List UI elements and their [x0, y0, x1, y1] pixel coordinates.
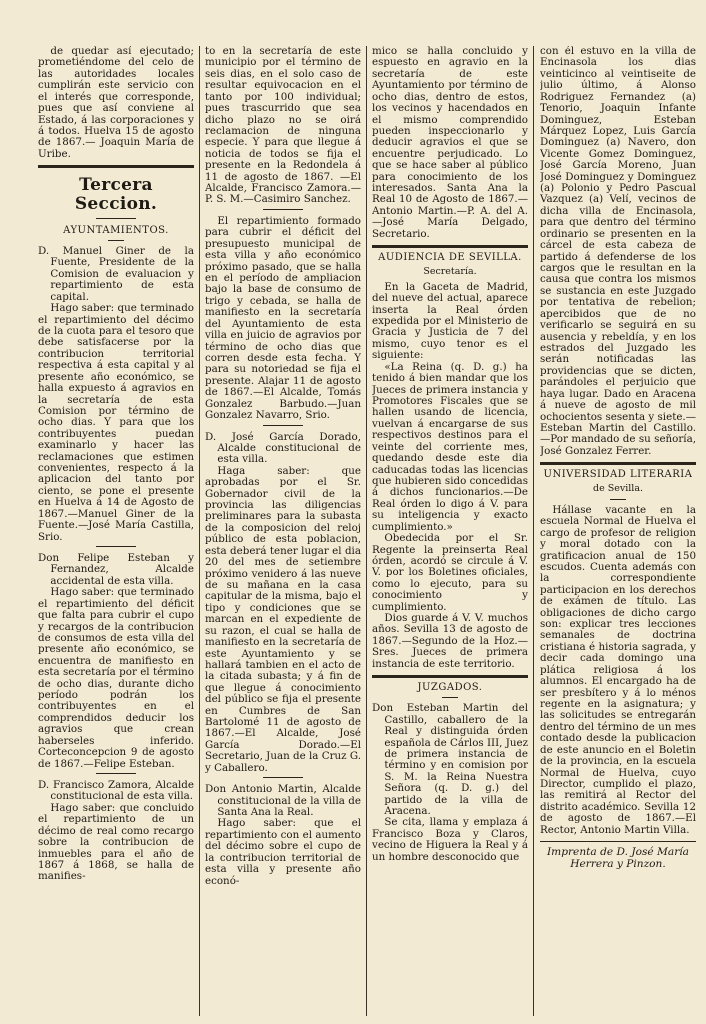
secretaria-subheading: Secretaría.	[423, 266, 477, 278]
section-rule	[38, 165, 194, 168]
footer-rule	[540, 841, 696, 842]
universidad-heading: UNIVERSIDAD LITERARIA	[543, 469, 693, 481]
section-rule	[372, 675, 528, 678]
zamora-notice-body: Hago saber: que concluido el repartimiento de un décimo de real como recargo sobre la contribucion de inmuebles para el año de 1867 á 1868, se halla de manifies-	[38, 801, 194, 883]
martin-notice-title: Don Antonio Martin, Alcalde constitucional de la villa de Santa Ana la Real.	[205, 783, 361, 818]
notice-divider	[96, 546, 136, 547]
zamora-notice-title: D. Francisco Zamora, Alcalde constitucional de esta villa.	[38, 779, 194, 803]
dios-guarde-paragraph: Dios guarde á V. V. muchos años. Sevilla 13 de agosto de 1867.—Segundo de la Hoz.—Sres. Jueces de primera instancia de este territorio.	[372, 612, 528, 670]
section-title: Tercera Seccion.	[74, 175, 158, 215]
heading-divider	[442, 697, 458, 698]
notice-divider	[263, 209, 303, 210]
section-rule	[540, 462, 696, 465]
column-rule	[533, 46, 534, 1016]
alajar-notice: El repartimiento formado para cubrir el déficit del presupuesto municipal de esta villa y año económico próximo pasado, que se halla en el período de ampliacion bajo la base de consumo de trigo y cebada, se halla de manifiesto en la secretaría del Ayuntamiento de esta villa en juicio de agravios por término de ocho dias que corren desde esta fecha. Y para su notoriedad se fija el presente. Alajar 11 de agosto de 1867.—El Alcalde, Tomás Gonzalez Barbudo.—Juan Gonzalez Navarro, Srio.	[205, 214, 361, 422]
notice-divider	[263, 425, 303, 426]
column-rule	[366, 46, 367, 1016]
section-divider	[96, 218, 136, 219]
column-1	[38, 46, 194, 1018]
heading-divider	[610, 499, 626, 500]
real-orden-quote: «La Reina (q. D. g.) ha tenido á bien mandar que los Jueces de primera instancia y Promotores Fiscales que se hallen usando de licencia, vuelvan á encargarse de sus respectivos destinos para el veinte del corriente mes, quedando desde este dia caducadas todas las licencias que hubieren sido concedidas á dichos funcionarios.—De Real órden lo digo á V. para su inteligencia y exacto cumplimiento.»	[372, 360, 528, 533]
notice-divider	[96, 773, 136, 774]
notice-divider	[263, 777, 303, 778]
universidad-notice: Hállase vacante en la escuela Normal de Huelva el cargo de profesor de religion y moral dotado con la gratificacion anual de 150 escudos. Cuenta además con la correspondiente participacion en los derechos de exámen de título. Las obligaciones de dicho cargo son: explicar tres lecciones semanales de doctrina cristiana é historia sagrada, y decir cada domingo una plática religiosa á los alumnos. El encargado ha de ser presbítero y á lo ménos regente en la asignatura; y las solicitudes se entregarán dentro del término de un mes contado desde la publicacion de este anuncio en el Boletin de la provincia, en la escuela Normal de Huelva, cuyo Director, cumplido el plazo, las remitirá al Rector del distrito académico. Sevilla 12 de agosto de 1867.—El Rector, Antonio Martin Villa.	[540, 503, 696, 836]
esteban-notice-body: Hago saber: que terminado el repartimiento del déficit que falta para cubrir el cupo y recargos de la contribucion de consumos de esta villa del presente año económico, se encuentra de manifiesto en esta secretaría por el término de ocho dias, durante dicho período podrán los contribuyentes en el comprendidos deducir los agravios que crean haberseles inferido. Corteconcepcion 9 de agosto de 1867.—Felipe Esteban.	[38, 586, 194, 770]
ayuntamientos-heading: AYUNTAMIENTOS.	[63, 224, 169, 236]
obedecida-paragraph: Obedecida por el Sr. Regente la preinserta Real órden, acordó se circule á V. V. por los Boletines oficiales, como lo ejecuto, para su conocimiento y cumplimiento.	[372, 532, 528, 613]
castillo-notice-body: Se cita, llama y emplaza á Francisco Boza y Claros, vecino de Higuera la Real y á un hombre desconocido que	[372, 816, 528, 863]
castillo-notice-title: Don Esteban Martin del Castillo, caballero de la Real y distinguida órden española de Cárlos III, Juez de primera instancia de término y en comision por S. M. la Reina Nuestra Señora (q. D. g.) del partido de la villa de Aracena.	[372, 702, 528, 818]
column-3	[372, 46, 528, 1018]
column-4	[540, 46, 696, 1018]
column-2	[205, 46, 361, 1018]
gaceta-paragraph: En la Gaceta de Madrid, del nueve del actual, aparece inserta la Real órden expedida por el Ministerio de Gracia y Justicia de 7 del mismo, cuyo tenor es el siguiente:	[372, 280, 528, 362]
esteban-notice-title: Don Felipe Esteban y Fernandez, Alcalde accidental de esta villa.	[38, 552, 194, 587]
zamora-notice-continuation: to en la secretaría de este municipio por el término de seis dias, en el solo caso de resultar equivocacion en el tanto por 100 individual; pues trascurrido que sea dicho plazo no se oirá reclamacion de ninguna especie. Y para que llegue á noticia de todos se fija el presente en la Redondela á 11 de agosto de 1867. —El Alcalde, Francisco Zamora.—P. S. M.—Casimiro Sanchez.	[205, 46, 361, 206]
section-rule	[372, 245, 528, 248]
dorado-notice-body: Haga saber: que aprobadas por el Sr. Gobernador civil de la provincia las diligencias preliminares para la subasta de la composicion del reloj público de esta poblacion, esta deberá tener lugar el dia 20 del mes de setiembre próximo venidero á las nueve de su mañana en la casa capitular de la misma, bajo el tipo y condiciones que se marcan en el expediente de su razon, el cual se halla de manifiesto en la secretaría de este Ayuntamiento y se hallará tambien en el acto de la citada subasta; y á fin de que llegue á conocimiento del público se fija el presente en Cumbres de San Bartolomé 11 de agosto de 1867.—El Alcalde, José García Dorado.—El Secretario, Juan de la Cruz G. y Caballero.	[205, 464, 361, 774]
universidad-subheading: de Sevilla.	[592, 483, 644, 495]
intro-paragraph: de quedar así ejecutado; prometiéndome del celo de las autoridades locales cumplirán este servicio con el interés que corresponde, pues que así conviene al Estado, á las corporaciones y á todos. Huelva 15 de agosto de 1867.— Joaquin María de Uribe.	[38, 46, 194, 160]
audiencia-heading: AUDIENCIA DE SEVILLA.	[378, 252, 522, 264]
martin-notice-body: Hago saber: que el repartimiento con el aumento del décimo sobre el cupo de la contribucion territorial de esta villa y presente año econó-	[205, 817, 361, 887]
imprenta-footer: Imprenta de D. José María Herrera y Pinzon.	[546, 846, 689, 870]
castillo-notice-continuation: con él estuvo en la villa de Encinasola los dias veinticinco al veintiseite de julio último, á Alonso Rodriguez Fernandez (a) Tenorio, Joaquin Infante Dominguez, Esteban Márquez Lopez, Luis García Dominguez (a) Navero, don Vicente Gomez Dominguez, José García Moreno, Juan José Dominguez y Dominguez (a) Polonio y Pedro Pascual Vazquez (a) Velí, vecinos de dicha villa de Encinasola, para que dentro del término ordinario se presenten en la cárcel de esta cabeza de partido á defenderse de los cargos que le resultan en la causa que contra los mismos se sustancia en este Juzgado por tentativa de rebelion; apercibidos que de no verificarlo se seguirá en su ausencia y rebeldía, y en los estrados del Juzgado les serán notificadas las providencias que se dicten, parándoles el perjuicio que haya lugar. Dado en Aracena á nueve de agosto de mil ochocientos sesenta y siete.—Esteban Martin del Castillo.—Por mandado de su señoría, José Gonzalez Ferrer.	[540, 46, 696, 457]
heading-divider	[108, 240, 124, 241]
column-rule	[199, 46, 200, 1016]
giner-notice-title: D. Manuel Giner de la Fuente, Presidente de la Comision de evaluacion y repartimiento de esta capital.	[38, 245, 194, 303]
dorado-notice-title: D. José García Dorado, Alcalde constitucional de esta villa.	[205, 430, 361, 466]
giner-notice-body: Hago saber: que terminado el repartimiento del décimo de la cuota para el tesoro que debe satisfacerse por la contribucion territorial respectiva á esta capital y al presente año económico, se halla expuesto á agravios en la secretaría de esta Comision por término de ocho dias. Y para que los contribuyentes puedan examinarlo y hacer las reclamaciones que estimen convenientes, respecto á la aplicacion del tanto por ciento, se pone el presente en Huelva á 14 de Agosto de 1867.—Manuel Giner de la Fuente.—José María Castilla, Srio.	[38, 302, 194, 543]
juzgados-heading: JUZGADOS.	[417, 682, 483, 694]
martin-notice-continuation: mico se halla concluido y espuesto en agravio en la secretaría de este Ayuntamiento por término de ocho dias, dentro de estos, los vecinos y hacendados en el mismo comprendido pueden inspeccionarlo y deducir agravios el que se encuentre perjudicado. Lo que se hace saber al público para conocimiento de los interesados. Santa Ana la Real 10 de Agosto de 1867.—Antonio Martin.—P. A. del A.—José María Delgado, Secretario.	[372, 46, 528, 240]
